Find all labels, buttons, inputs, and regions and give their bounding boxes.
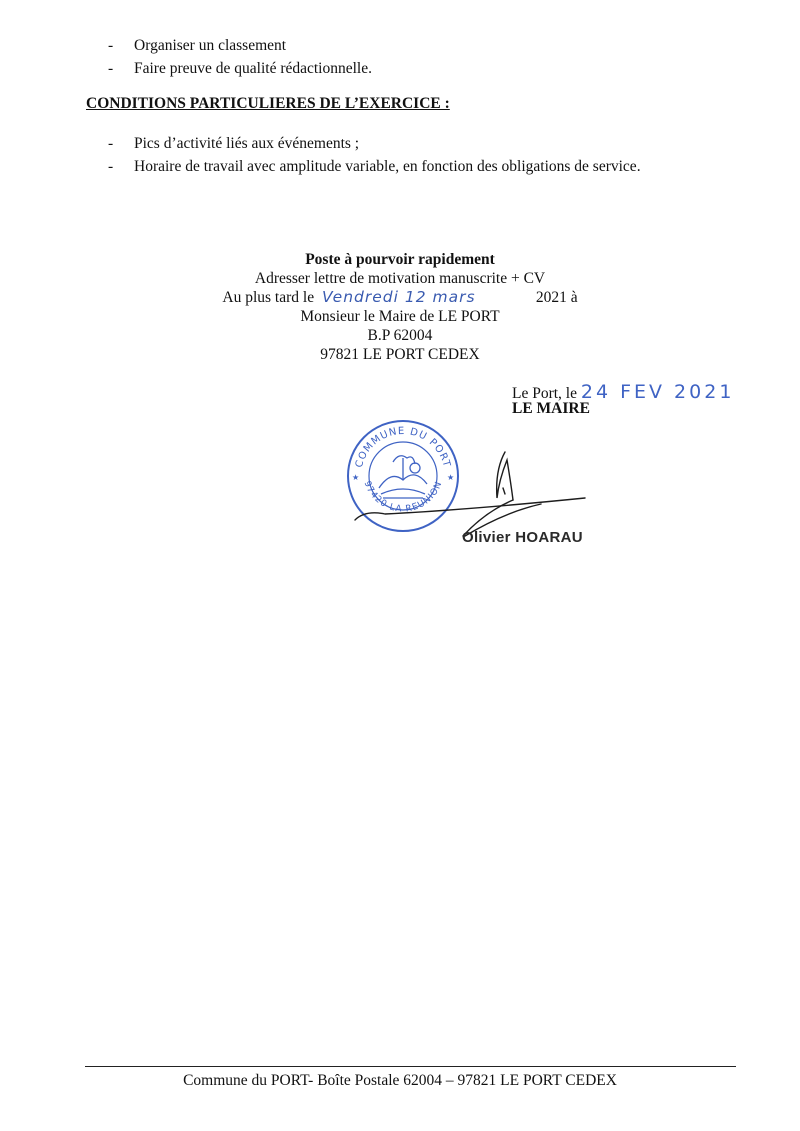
deadline-suffix: 2021 à (535, 289, 578, 306)
application-title: Poste à pourvoir rapidement (305, 251, 495, 268)
application-instructions: Adresser lettre de motivation manuscrite + CV (254, 270, 546, 287)
po-box: B.P 62004 (367, 327, 433, 344)
footer-divider (85, 1066, 736, 1067)
signatory-role: LE MAIRE (512, 400, 590, 417)
place-prefix: Le Port, le (512, 385, 577, 402)
application-deadline (0, 288, 800, 307)
seal-text-top: COMMUNE DU PORT (353, 425, 453, 469)
section-heading: CONDITIONS PARTICULIERES DE L’EXERCICE : (86, 95, 450, 112)
list-item-text: Horaire de travail avec amplitude variable, en fonction des obligations de service. (134, 158, 641, 175)
seal-star-icon: ★ (352, 473, 360, 482)
bullet-dash: - (108, 158, 114, 175)
bullet-dash: - (108, 37, 114, 54)
signatory-name: Olivier HOARAU (462, 529, 583, 546)
deadline-handwritten: Vendredi 12 mars (321, 288, 476, 306)
bullet-dash: - (108, 135, 114, 152)
deadline-prefix: Au plus tard le (222, 289, 315, 306)
list-item-text: Organiser un classement (134, 37, 287, 54)
signature-scribble (345, 440, 595, 540)
list-item (108, 36, 286, 56)
list-item (108, 134, 359, 154)
footer-text: Commune du PORT- Boîte Postale 62004 – 97821 LE PORT CEDEX (183, 1072, 617, 1089)
seal-star-icon: ★ (447, 473, 455, 482)
list-item-text: Faire preuve de qualité rédactionnelle. (134, 60, 372, 77)
bullet-dash: - (108, 60, 114, 77)
list-item-text: Pics d’activité liés aux événements ; (134, 135, 360, 152)
application-block (0, 250, 800, 364)
stamped-date: 24 FEV 2021 (580, 381, 735, 403)
seal-text-bottom: 97420 LA REUNION (361, 479, 445, 515)
recipient: Monsieur le Maire de LE PORT (300, 308, 500, 325)
list-item (108, 59, 372, 79)
list-item (108, 157, 641, 177)
city: 97821 LE PORT CEDEX (320, 346, 480, 363)
